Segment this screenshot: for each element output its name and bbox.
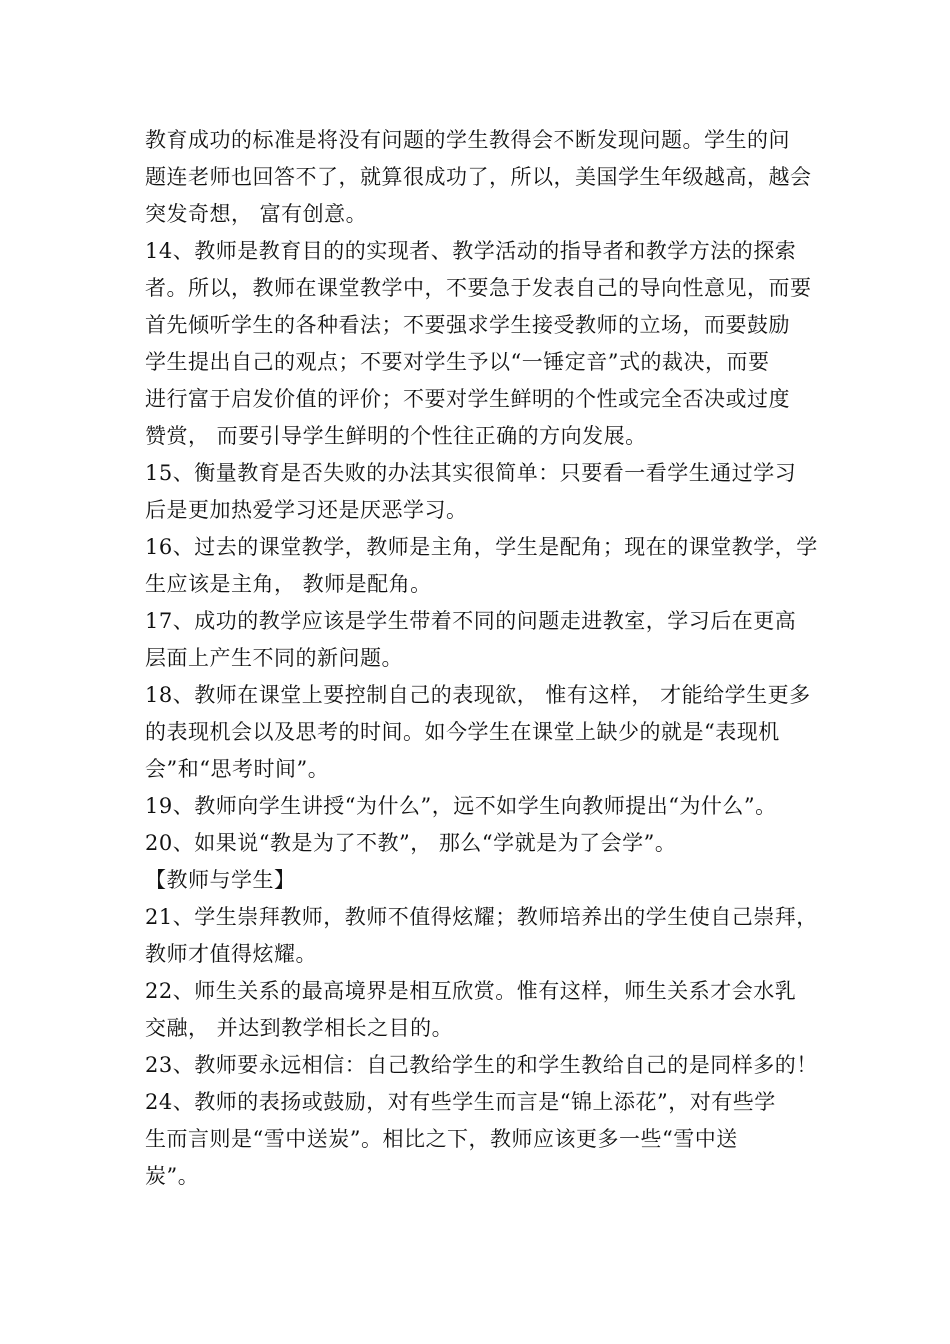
text-line: 学生提出自己的观点；不要对学生予以“一锤定音”式的裁决，而要 [145, 350, 770, 374]
text-line: 的表现机会以及思考的时间。如今学生在课堂上缺少的就是“表现机 [145, 720, 780, 744]
text-line: 首先倾听学生的各种看法；不要强求学生接受教师的立场，而要鼓励 [145, 313, 790, 337]
text-line: 炭”。 [145, 1164, 200, 1188]
text-line: 20、如果说“教是为了不教”， 那么“学就是为了会学”。 [145, 831, 677, 855]
text-line: 层面上产生不同的新问题。 [145, 646, 403, 670]
document-body [145, 122, 825, 1195]
text-line: 23、教师要永远相信：自己教给学生的和学生教给自己的是同样多的！ [145, 1053, 818, 1077]
text-line: 16、过去的课堂教学，教师是主角，学生是配角；现在的课堂教学，学 [145, 535, 818, 559]
text-line: 生应该是主角， 教师是配角。 [145, 572, 432, 596]
text-line: 17、成功的教学应该是学生带着不同的问题走进教室，学习后在更高 [145, 609, 797, 633]
text-line: 会”和“思考时间”。 [145, 757, 330, 781]
text-line: 18、教师在课堂上要控制自己的表现欲， 惟有这样， 才能给学生更多 [145, 683, 811, 707]
text-line: 24、教师的表扬或鼓励，对有些学生而言是“锦上添花”，对有些学 [145, 1090, 776, 1114]
text-line: 者。所以，教师在课堂教学中，不要急于发表自己的导向性意见，而要 [145, 276, 812, 300]
text-line: 教师才值得炫耀。 [145, 942, 317, 966]
text-line: 后是更加热爱学习还是厌恶学习。 [145, 498, 468, 522]
text-line: 教育成功的标准是将没有问题的学生教得会不断发现问题。学生的问 [145, 128, 790, 152]
text-line: 进行富于启发价值的评价；不要对学生鲜明的个性或完全否决或过度 [145, 387, 790, 411]
text-line: 15、衡量教育是否失败的办法其实很简单：只要看一看学生通过学习 [145, 461, 797, 485]
text-line: 突发奇想， 富有创意。 [145, 202, 368, 226]
text-line: 22、师生关系的最高境界是相互欣赏。惟有这样，师生关系才会水乳 [145, 979, 797, 1003]
text-line: 赞赏， 而要引导学生鲜明的个性往正确的方向发展。 [145, 424, 647, 448]
text-line: 19、教师向学生讲授“为什么”，远不如学生向教师提出“为什么”。 [145, 794, 777, 818]
text-line: 交融， 并达到教学相长之目的。 [145, 1016, 454, 1040]
text-line: 生而言则是“雪中送炭”。相比之下，教师应该更多一些“雪中送 [145, 1127, 738, 1151]
text-line: 14、教师是教育目的的实现者、教学活动的指导者和教学方法的探索 [145, 239, 797, 263]
text-line: 题连老师也回答不了，就算很成功了，所以，美国学生年级越高，越会 [145, 165, 812, 189]
text-line: 21、学生崇拜教师，教师不值得炫耀；教师培养出的学生使自己崇拜， [145, 905, 818, 929]
section-heading: 【教师与学生】 [145, 868, 296, 892]
